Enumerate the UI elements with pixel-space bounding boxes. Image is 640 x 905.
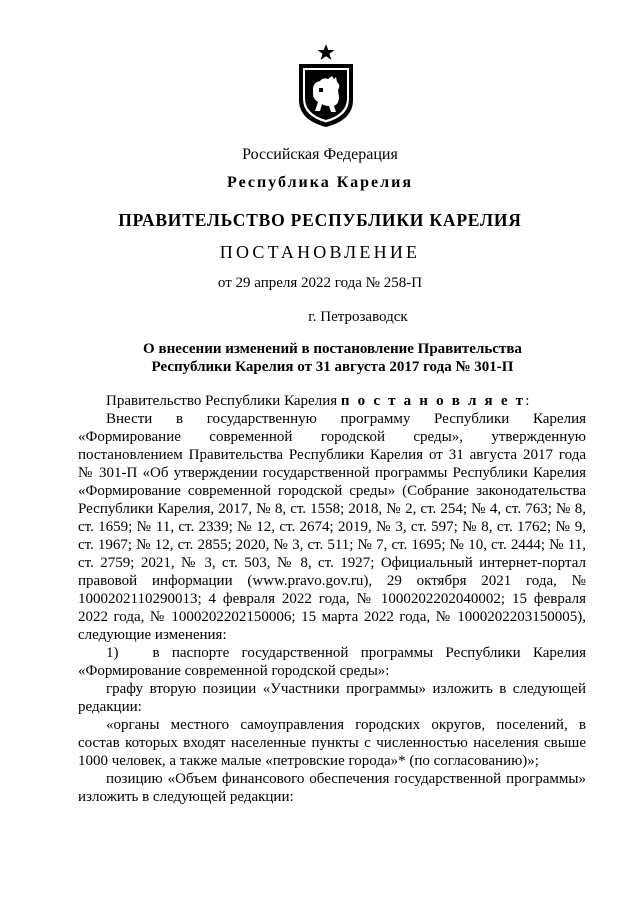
paragraph-amendments: Внести в государственную программу Республики Карелия «Формирование современной городской среды», утвержденную постановлением Правительства Республики Карелия от 31 августа 2017 года № 301-П «Об утверждении государственной программы Республики Карелия «Формирование современной городской среды» (Собрание законодательства Республики Карелия, 2017, № 8, ст. 1558; 2018, № 2, ст. 254; № 4, ст. 763; № 8, ст. 1659; № 11, ст. 2339; № 12, ст. 2674; 2019, № 3, ст. 597; № 8, ст. 1762; № 9, ст. 1967; № 12, ст. 2855; 2020, № 3, ст. 511; № 7, ст. 1695; № 10, ст. 2444; № 11, ст. 2759; 2021, № 3, ст. 503, № 8, ст. 1927; Официальный интернет-портал правовой информации (www.pravo.gov.ru), 29 октября 2021 года, № 1000202110290013; 4 февраля 2022 года, № 1000202202040002; 15 февраля 2022 года, № 1000202202150006; 15 марта 2022 года, № 1000202203150005), следующие изменения: bbox=[78, 411, 586, 643]
title-line-2: Республики Карелия от 31 августа 2017 года № 301-П bbox=[151, 359, 514, 375]
intro-tail: : bbox=[525, 393, 530, 409]
title-line-1: О внесении изменений в постановление Правительства bbox=[143, 341, 522, 357]
document-city: г. Петрозаводск bbox=[308, 309, 408, 325]
karelia-coat-of-arms-icon bbox=[296, 42, 356, 128]
paragraph-item-1 bbox=[78, 644, 586, 680]
country-name: Российская Федерация bbox=[242, 146, 398, 163]
intro-paragraph bbox=[78, 392, 586, 410]
document-date-number: от 29 апреля 2022 года № 258-П bbox=[217, 275, 423, 291]
government-heading: ПРАВИТЕЛЬСТВО РЕСПУБЛИКИ КАРЕЛИЯ bbox=[118, 210, 522, 230]
republic-name: Республика Карелия bbox=[227, 174, 413, 191]
intro-verb: п о с т а н о в л я е т bbox=[340, 393, 526, 409]
intro-lead: Правительство Республики Карелия bbox=[106, 393, 341, 409]
item-1-text: в паспорте государственной программы Республики Карелия «Формирование современной городской среды»: bbox=[78, 645, 586, 679]
document-type: ПОСТАНОВЛЕНИЕ bbox=[219, 242, 421, 262]
item-1-number: 1) bbox=[106, 645, 119, 661]
paragraph-funding: позицию «Объем финансового обеспечения государственной программы» изложить в следующей редакции: bbox=[78, 771, 586, 805]
paragraph-participants-text: «органы местного самоуправления городских округов, поселений, в состав которых входят населенные пункты с численностью населения свыше 1000 человек, а также малые «петровские города»* (по согласованию)»; bbox=[78, 717, 586, 769]
document-body bbox=[78, 392, 586, 806]
paragraph-participants: графу вторую позиции «Участники программы» изложить в следующей редакции: bbox=[78, 681, 586, 715]
document-title bbox=[80, 340, 585, 376]
